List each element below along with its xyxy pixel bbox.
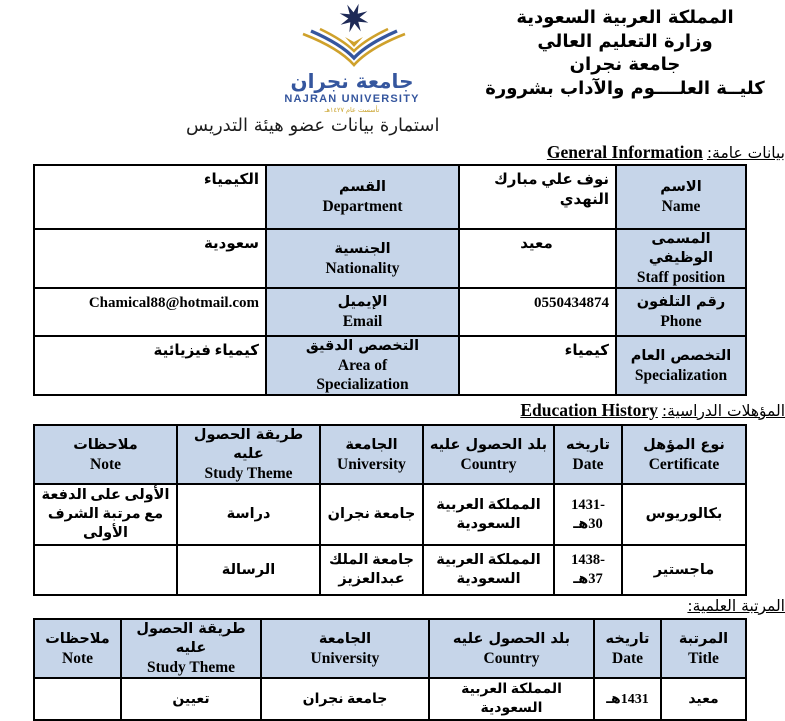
field-label-english: Specialization <box>634 366 728 384</box>
section-title-english: Education History <box>520 400 658 420</box>
field-value-cell: نوف علي مبارك النهدي <box>459 165 616 229</box>
column-header-english: Country <box>483 649 540 667</box>
table-cell: جامعة الملك عبدالعزيز <box>320 545 423 595</box>
section-title-arabic: المؤهلات الدراسية: <box>661 402 785 420</box>
column-header-cell <box>554 425 622 484</box>
field-label-arabic: المسمى الوظيفي <box>648 231 714 266</box>
field-label-arabic: الإيميل <box>337 294 388 310</box>
field-label-english: Area of Specialization <box>316 357 409 393</box>
column-header-cell <box>320 425 423 484</box>
column-header-english: University <box>310 649 380 667</box>
table-cell: 1431هـ <box>594 678 661 720</box>
column-header-english: University <box>337 455 406 473</box>
table-cell: دراسة <box>177 484 320 545</box>
section-heading-academic-rank <box>0 596 785 618</box>
column-header-arabic: المرتبة <box>678 630 729 647</box>
field-label-arabic: القسم <box>339 179 386 195</box>
column-header-english: Study Theme <box>147 659 235 676</box>
column-header-arabic: ملاحظات <box>73 436 138 453</box>
ministry-header-line: كليــة العلــــوم والآداب بشرورة <box>485 77 765 99</box>
table-cell: 1438-37هـ <box>554 545 622 595</box>
field-value-cell: سعودية <box>34 229 266 288</box>
field-value-cell: Chamical88@hotmail.com <box>34 288 266 336</box>
table-cell <box>34 545 177 595</box>
academic-rank-table <box>33 618 747 721</box>
table-cell: ماجستير <box>622 545 746 595</box>
field-label-arabic: التخصص الدقيق <box>305 338 420 354</box>
field-label-english: Email <box>342 313 383 330</box>
field-label-english: Name <box>661 198 701 215</box>
column-header-cell <box>177 425 320 484</box>
column-header-cell <box>661 619 746 678</box>
university-star-icon <box>335 0 373 37</box>
column-header-arabic: الجامعة <box>318 630 372 647</box>
column-header-english: Country <box>460 455 517 473</box>
logo-english-name: NAJRAN UNIVERSITY <box>284 93 420 105</box>
field-label-cell <box>266 165 459 229</box>
field-label-cell <box>266 336 459 395</box>
najran-university-logo <box>281 2 423 114</box>
column-header-cell <box>34 425 177 484</box>
table-cell: الرسالة <box>177 545 320 595</box>
field-value-cell: كيمياء فيزيائية <box>34 336 266 395</box>
table-cell: جامعة نجران <box>261 678 429 720</box>
table-cell: معيد <box>661 678 746 720</box>
column-header-arabic: طريقة الحصول عليه <box>136 621 246 656</box>
table-row <box>34 288 746 336</box>
column-header-english: Certificate <box>648 455 720 473</box>
education-history-table <box>33 424 747 596</box>
table-cell: جامعة نجران <box>320 484 423 545</box>
field-label-cell <box>616 288 746 336</box>
column-header-arabic: الجامعة <box>345 436 398 453</box>
field-label-cell <box>266 229 459 288</box>
field-label-arabic: رقم التلفون <box>636 294 726 310</box>
column-header-english: Study Theme <box>204 465 293 482</box>
table-header-row <box>34 619 746 678</box>
field-value-cell: معيد <box>459 229 616 288</box>
table-cell: المملكة العربية السعودية <box>423 545 554 595</box>
field-label-english: Staff position <box>636 269 726 286</box>
field-label-arabic: التخصص العام <box>630 347 732 364</box>
table-cell: بكالوريوس <box>622 484 746 545</box>
column-header-cell <box>121 619 261 678</box>
field-label-cell <box>616 336 746 395</box>
field-label-cell <box>616 165 746 229</box>
section-heading-general-information <box>0 142 785 164</box>
column-header-cell <box>594 619 661 678</box>
column-header-english: Note <box>90 455 121 473</box>
column-header-arabic: نوع المؤهل <box>643 436 725 453</box>
field-value-cell: 0550434874 <box>459 288 616 336</box>
general-information-table <box>33 164 747 396</box>
column-header-cell <box>622 425 746 484</box>
form-title: استمارة بيانات عضو هيئة التدريس <box>186 115 440 136</box>
table-cell: تعيين <box>121 678 261 720</box>
page-header <box>0 0 785 114</box>
field-value-cell: الكيمياء <box>34 165 266 229</box>
ministry-header-line: المملكة العربية السعودية <box>516 7 734 28</box>
column-header-cell <box>423 425 554 484</box>
column-header-cell <box>34 619 121 678</box>
field-label-cell <box>266 288 459 336</box>
section-title-arabic: المرتبة العلمية: <box>687 597 785 615</box>
column-header-arabic: تاريخه <box>605 630 650 647</box>
logo-arabic-name: جامعة نجران <box>290 69 414 93</box>
table-row <box>34 165 746 229</box>
column-header-english: Note <box>62 649 93 667</box>
table-row <box>34 336 746 395</box>
column-header-arabic: بلد الحصول عليه <box>452 630 571 647</box>
column-header-arabic: بلد الحصول عليه <box>429 436 548 453</box>
table-row <box>34 484 746 545</box>
column-header-arabic: تاريخه <box>566 436 610 453</box>
table-cell: المملكة العربية السعودية <box>429 678 594 720</box>
table-cell: الأولى على الدفعة مع مرتبة الشرف الأولى <box>34 484 177 545</box>
column-header-english: Date <box>612 649 643 667</box>
column-header-arabic: ملاحظات <box>45 630 110 647</box>
section-title-arabic: بيانات عامة: <box>706 144 785 162</box>
section-title-english: General Information <box>546 142 703 162</box>
table-row <box>34 229 746 288</box>
column-header-arabic: طريقة الحصول عليه <box>193 427 304 462</box>
table-row <box>34 545 746 595</box>
column-header-cell <box>261 619 429 678</box>
ministry-header-line: جامعة نجران <box>569 54 681 75</box>
field-label-english: Nationality <box>325 259 400 277</box>
field-label-arabic: الجنسية <box>334 240 391 257</box>
table-cell: 1431-30هـ <box>554 484 622 545</box>
table-cell: المملكة العربية السعودية <box>423 484 554 545</box>
column-header-cell <box>429 619 594 678</box>
field-label-english: Department <box>322 198 403 215</box>
ministry-header <box>465 6 785 100</box>
logo-founding-text: تأسست عام ١٤٢٧هـ <box>324 106 380 114</box>
field-label-arabic: الاسم <box>660 179 702 195</box>
section-heading-education-history <box>0 398 785 424</box>
table-header-row <box>34 425 746 484</box>
field-label-english: Phone <box>660 313 702 330</box>
field-value-cell: كيمياء <box>459 336 616 395</box>
column-header-english: Title <box>688 649 719 667</box>
field-label-cell <box>616 229 746 288</box>
table-row <box>34 678 746 720</box>
university-emblem-icon <box>281 2 423 66</box>
table-cell <box>34 678 121 720</box>
ministry-header-line: وزارة التعليم العالي <box>537 30 713 52</box>
university-wings-icon <box>303 29 405 65</box>
column-header-english: Date <box>572 455 604 473</box>
